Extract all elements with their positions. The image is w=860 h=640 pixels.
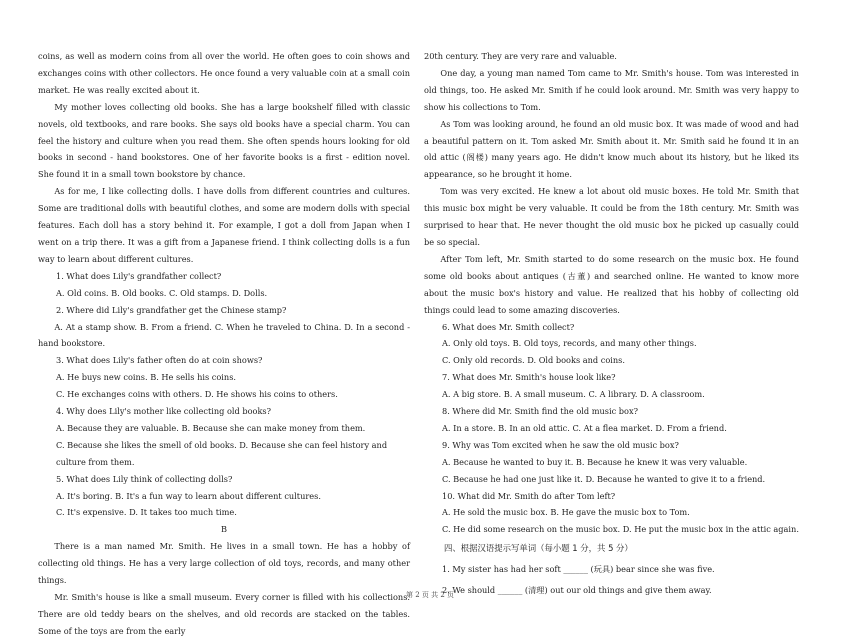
left-paragraph: 1. What does Lily's grandfather collect? <box>56 270 222 281</box>
right-paragraph: 9. Why was Tom excited when he saw the old music box? <box>442 439 679 450</box>
right-paragraph: As Tom was looking around, he found an old music box. It was made of wood and had a beautiful pattern on it. Tom asked Mr. Smith about it. Mr. Smith said he found it in an old attic (阁楼) many years ago. He didn't know much about its history, but he liked its appearance, so he brought it home. <box>424 118 799 180</box>
right-column <box>424 48 799 603</box>
right-paragraph: 20th century. They are very rare and valuable. <box>424 51 617 61</box>
left-paragraph: C. He exchanges coins with others. D. He shows his coins to others. <box>56 389 338 400</box>
left-paragraph: There is a man named Mr. Smith. He lives in a small town. He has a hobby of collecting old things. He has a very large collection of old toys, records, and many other things. <box>38 541 410 586</box>
left-paragraph: A. Old coins. B. Old books. C. Old stamps. D. Dolls. <box>56 287 268 298</box>
left-paragraph: My mother loves collecting old books. She has a large bookshelf filled with classic novels, old textbooks, and rare books. She says old books have a special charm. You can feel the history and culture when you read them. She often spends hours looking for old books in second - hand bookstores. One of her favorite books is a first - edition novel. She found it in a small town bookstore by chance. <box>38 101 410 180</box>
left-paragraph: 4. Why does Lily's mother like collecting old books? <box>56 406 272 417</box>
right-paragraph: 10. What did Mr. Smith do after Tom left? <box>442 490 616 501</box>
right-paragraph: A. He sold the music box. B. He gave the music box to Tom. <box>442 507 690 518</box>
right-paragraph: C. Because he had one just like it. D. Because he wanted to give it to a friend. <box>442 473 766 484</box>
left-paragraph: Mr. Smith's house is like a small museum. Every corner is filled with his collections. There are old teddy bears on the shelves, and old records are stacked on the tables. Some of the toys are from the early <box>38 592 410 636</box>
right-paragraph: 6. What does Mr. Smith collect? <box>442 321 575 332</box>
right-paragraph: A. Only old toys. B. Old toys, records, and many other things. <box>442 338 697 349</box>
right-paragraph: 1. My sister has had her soft ______ (玩具) bear since she was five. <box>442 564 715 575</box>
right-paragraph: One day, a young man named Tom came to Mr. Smith's house. Tom was interested in old things, too. He asked Mr. Smith if he could look around. Mr. Smith was very happy to show his collections to Tom. <box>424 67 799 112</box>
left-paragraph: 3. What does Lily's father often do at coin shows? <box>56 355 263 366</box>
right-paragraph: C. Only old records. D. Old books and coins. <box>442 355 625 366</box>
page-footer: 第 2 页 共 2 页 <box>405 591 455 599</box>
left-paragraph: B <box>220 524 228 535</box>
right-paragraph: After Tom left, Mr. Smith started to do some research on the music box. He found some old books about antiques (古董) and searched online. He wanted to know more about the music box's history and value. He realized that his hobby of collecting old things could lead to some amazing discoveries. <box>424 253 799 315</box>
right-paragraph: 8. Where did Mr. Smith find the old music box? <box>442 406 638 417</box>
left-paragraph: A. He buys new coins. B. He sells his coins. <box>56 372 236 383</box>
left-paragraph: C. It's expensive. D. It takes too much time. <box>56 507 237 518</box>
left-paragraph: A. It's boring. B. It's a fun way to learn about different cultures. <box>56 490 321 501</box>
right-paragraph: A. Because he wanted to buy it. B. Because he knew it was very valuable. <box>442 456 748 467</box>
right-paragraph: 2. We should ______ (清理) out our old things and give them away. <box>442 585 712 596</box>
left-paragraph: C. Because she likes the smell of old books. D. Because she can feel history and culture from them. <box>56 439 388 467</box>
right-paragraph: A. In a store. B. In an old attic. C. At a flea market. D. From a friend. <box>442 422 727 433</box>
right-paragraph: Tom was very excited. He knew a lot about old music boxes. He told Mr. Smith that this music box might be very valuable. It could be from the 18th century. Mr. Smith was surprised to hear that. He never thought the old music box he picked up casually could be so special. <box>424 186 799 247</box>
left-paragraph: 5. What does Lily think of collecting dolls? <box>56 473 233 484</box>
left-paragraph: coins, as well as modern coins from all over the world. He often goes to coin shows and exchanges coins with other collectors. He once found a very valuable coin at a small coin market. He was really excited about it. <box>38 51 410 95</box>
right-paragraph: 四、根据汉语提示写单词（每小题 1 分，共 5 分） <box>444 543 633 554</box>
right-paragraph: C. He did some research on the music box. D. He put the music box in the attic again. <box>442 524 799 535</box>
left-paragraph: 2. Where did Lily's grandfather get the Chinese stamp? <box>56 304 287 315</box>
right-paragraph: 7. What does Mr. Smith's house look like? <box>442 372 616 383</box>
right-paragraph: A. A big store. B. A small museum. C. A library. D. A classroom. <box>442 389 705 400</box>
left-paragraph: A. At a stamp show. B. From a friend. C. When he traveled to China. D. In a second - hand bookstore. <box>38 321 410 349</box>
left-paragraph: A. Because they are valuable. B. Because she can make money from them. <box>56 422 366 433</box>
left-paragraph: As for me, I like collecting dolls. I have dolls from different countries and cultures. Some are traditional dolls with beautiful clothes, and some are modern dolls with special features. Each doll has a story behind it. For example, I got a doll from Japan when I went on a trip there. It was a gift from a Japanese friend. I think collecting dolls is a fun way to learn about different cultures. <box>38 186 410 264</box>
left-column <box>38 48 410 640</box>
